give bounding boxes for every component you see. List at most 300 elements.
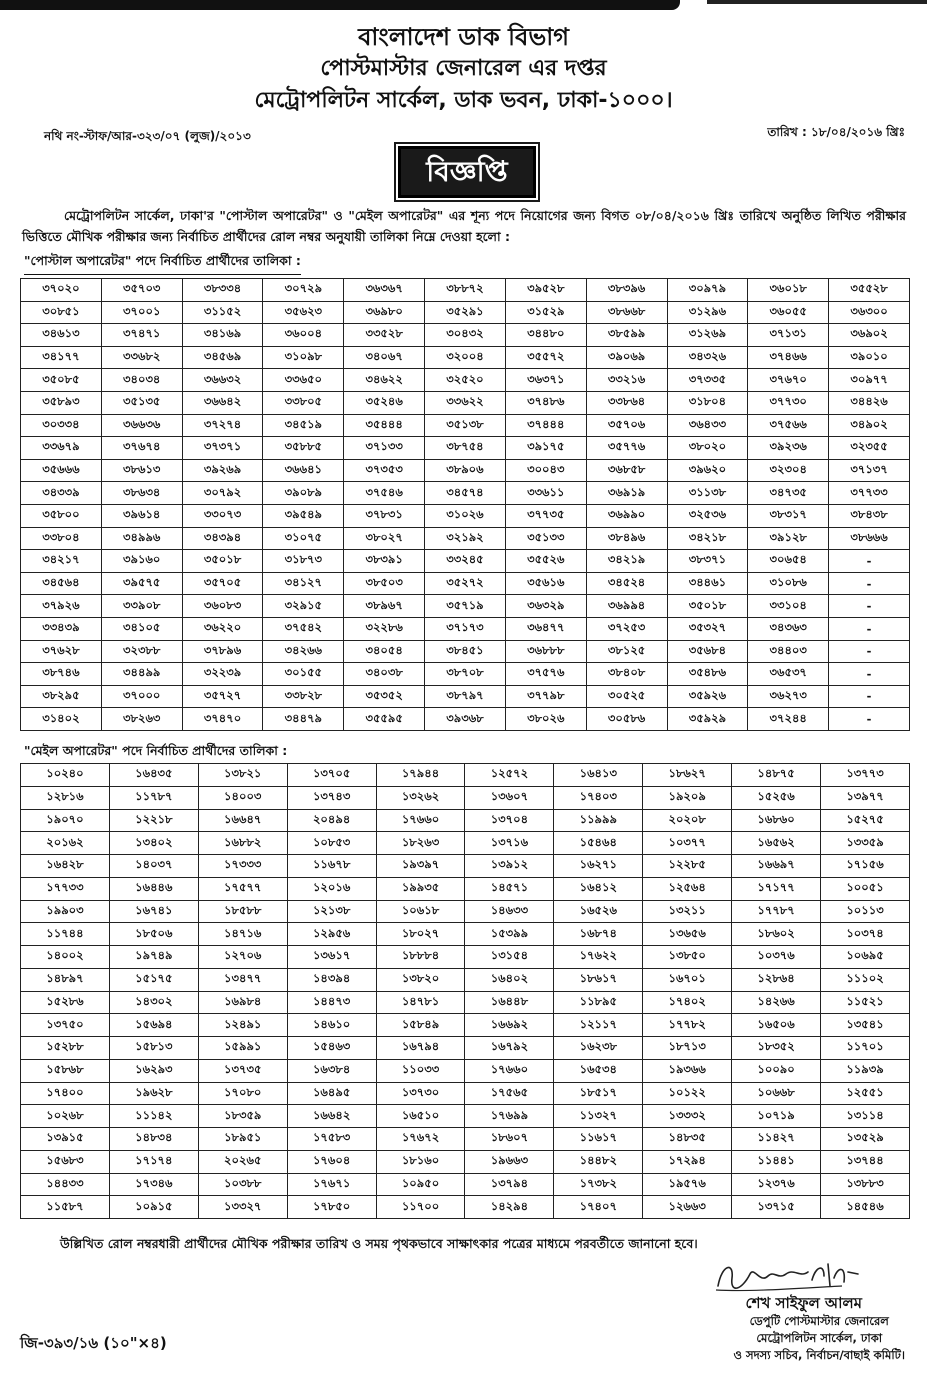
roll-number-cell: ৩৫৯২৬ — [667, 685, 748, 708]
roll-number-cell: ১১৯৩৯ — [821, 1059, 910, 1082]
roll-number-cell: ৩৪২১৯ — [586, 550, 667, 573]
roll-number-cell: ১৩৭০৫ — [287, 764, 376, 787]
roll-number-cell: ৩৩৬১১ — [505, 482, 586, 505]
notice-title: বিজ্ঞপ্তি — [398, 146, 536, 198]
footnote: উল্লিখিত রোল নম্বরধারী প্রার্থীদের মৌখিক পরীক্ষার তারিখ ও সময় পৃথকভাবে সাক্ষাৎকার পত্রের মাধ্যমে পরবর্তীতে জানানো হবে। — [60, 1236, 698, 1251]
roll-number-cell: ১৬৬৪২ — [287, 1105, 376, 1128]
mail-operator-roll-table — [20, 763, 910, 1219]
roll-number-cell: ১১১৪২ — [109, 1105, 198, 1128]
roll-number-cell: ৩৮৬১৩ — [101, 459, 182, 482]
roll-number-cell: ১৪৭৮১ — [376, 991, 465, 1014]
roll-number-cell: ৩০৫৮৬ — [586, 708, 667, 731]
roll-number-cell: ৩৭৫৪৬ — [344, 482, 425, 505]
table-row — [21, 1082, 910, 1105]
roll-number-cell: ৩৯৬২০ — [667, 459, 748, 482]
roll-number-cell: ৩৪৫৬৯ — [182, 346, 263, 369]
roll-number-cell: ১৬৬৪৭ — [198, 809, 287, 832]
roll-number-cell: ৩৬৪৭৭ — [505, 617, 586, 640]
roll-number-cell: ৩৬৯৮০ — [344, 301, 425, 324]
roll-number-cell: ১৬৮৮২ — [198, 832, 287, 855]
roll-number-cell: ৩৭৭৩৩ — [829, 482, 910, 505]
roll-number-cell: ১৭৮৫০ — [287, 1196, 376, 1219]
roll-number-cell: ১২৩৭৬ — [732, 1173, 821, 1196]
roll-number-cell: ৩৪৪০৩ — [748, 640, 829, 663]
roll-number-cell: ৩৩৬৭৯ — [21, 437, 102, 460]
handwritten-signature — [712, 1256, 862, 1296]
roll-number-cell: ৩৫৫৭২ — [505, 346, 586, 369]
roll-number-cell: ৩১৫২৯ — [505, 301, 586, 324]
roll-number-cell: ১৪২৯৪ — [465, 1196, 554, 1219]
table-row — [21, 1059, 910, 1082]
roll-number-cell: ৩১৮৭৩ — [263, 550, 344, 573]
roll-number-cell: ৩৬৯৯০ — [586, 504, 667, 527]
roll-number-cell: ১২৫৭২ — [465, 764, 554, 787]
roll-number-cell: ৩১৮০৪ — [667, 391, 748, 414]
roll-number-cell: ৩৪৯০২ — [829, 414, 910, 437]
signatory-office: মেট্রোপলিটন সার্কেল, ঢাকা — [756, 1331, 883, 1345]
roll-number-cell: ৩৪২১৮ — [667, 527, 748, 550]
roll-number-cell: ৩৭৪৮৬ — [505, 391, 586, 414]
roll-number-cell: ৩৮৪০৮ — [586, 663, 667, 686]
roll-number-cell: ৩৫২৪৬ — [344, 391, 425, 414]
roll-number-cell: ৩৮৩৯১ — [344, 550, 425, 573]
roll-number-cell: ৩৩৬৫০ — [263, 369, 344, 392]
roll-number-cell: ৩৬৯০২ — [829, 324, 910, 347]
roll-number-cell: ৩৮৩৩৪ — [182, 279, 263, 302]
roll-number-cell: ১৬৭৯৪ — [376, 1037, 465, 1060]
roll-number-cell: ১৩৬৫৬ — [643, 923, 732, 946]
roll-number-cell: ১৩৩৫৯ — [821, 832, 910, 855]
roll-number-cell: ১৮৩৫৯ — [198, 1105, 287, 1128]
roll-number-cell: ১৩১১৪ — [821, 1105, 910, 1128]
roll-number-cell: ১৮৫০৬ — [109, 923, 198, 946]
roll-number-cell: ১৪৪৮২ — [554, 1150, 643, 1173]
roll-number-cell: ১২২১৮ — [109, 809, 198, 832]
roll-number-cell: ১৩৭৫০ — [21, 1014, 110, 1037]
roll-number-cell: ৩৭০২০ — [21, 279, 102, 302]
roll-number-cell: ১৫২৮৮ — [21, 1037, 110, 1060]
roll-number-cell: ১৬৪১২ — [554, 877, 643, 900]
roll-number-cell: ১০৩৭৬ — [732, 946, 821, 969]
roll-number-cell: ১৬৪২৮ — [21, 855, 110, 878]
roll-number-cell: ১২৫৫১ — [821, 1082, 910, 1105]
roll-number-cell: ৩৭৬৭৪ — [101, 437, 182, 460]
roll-number-cell: ১৫৬৮৩ — [21, 1150, 110, 1173]
roll-number-cell: ১৭৩৮২ — [554, 1173, 643, 1196]
roll-number-cell: ১৩৫৪১ — [821, 1014, 910, 1037]
roll-number-cell: ৩৬৫৩৭ — [748, 663, 829, 686]
roll-number-cell: ১৪৫৭১ — [465, 877, 554, 900]
roll-number-cell: ১৪৩০২ — [109, 991, 198, 1014]
roll-number-cell: ৩১২৯৬ — [667, 301, 748, 324]
roll-number-cell: ৩৪৭৩৫ — [748, 482, 829, 505]
roll-number-cell: ১৬৫০৬ — [732, 1014, 821, 1037]
roll-number-cell: ৩৫১৩৮ — [425, 414, 506, 437]
roll-number-cell: ১৩৬১৭ — [287, 946, 376, 969]
roll-number-cell: ১২৯৫৬ — [287, 923, 376, 946]
roll-number-cell: ৩৮৫৯৯ — [586, 324, 667, 347]
roll-number-cell: ১৮১৬০ — [376, 1150, 465, 1173]
roll-number-cell: - — [829, 640, 910, 663]
mail-operator-list-title: "মেইল অপারেটর" পদে নির্বাচিত প্রার্থীদের তালিকা : — [24, 743, 288, 758]
roll-number-cell: ৩৮২৯৫ — [21, 685, 102, 708]
roll-number-cell: ১৩৭১৬ — [465, 832, 554, 855]
roll-number-cell: - — [829, 663, 910, 686]
roll-number-cell: - — [829, 550, 910, 573]
roll-number-cell: ১২৭০৬ — [198, 946, 287, 969]
roll-number-cell: ৩৭৩৫৩ — [344, 459, 425, 482]
roll-number-cell: ৩৯৫২৮ — [505, 279, 586, 302]
roll-number-cell: ৩৮৪৯৬ — [586, 527, 667, 550]
roll-number-cell: ১৭২৯৪ — [643, 1150, 732, 1173]
roll-number-cell: ৩৭৫৬৬ — [748, 414, 829, 437]
roll-number-cell: ১৯৬৬৩ — [465, 1150, 554, 1173]
roll-number-cell: ৩১০৮৬ — [748, 572, 829, 595]
roll-number-cell: ৩৮৬৩৪ — [101, 482, 182, 505]
roll-number-cell: ৩৪৯৯৬ — [101, 527, 182, 550]
roll-number-cell: ৩০৮৫১ — [21, 301, 102, 324]
roll-number-cell: ৩৪১০৫ — [101, 617, 182, 640]
roll-number-cell: ৩৮৩১৭ — [748, 504, 829, 527]
roll-number-cell: ৩৪৪৯৯ — [101, 663, 182, 686]
roll-number-cell: ১১০৩৩ — [376, 1059, 465, 1082]
roll-number-cell: ১৯৭৪৯ — [109, 946, 198, 969]
roll-number-cell: ৩৮০২৬ — [505, 708, 586, 731]
roll-number-cell: ৩৬২৭৩ — [748, 685, 829, 708]
roll-number-cell: ৩৪১২৭ — [263, 572, 344, 595]
roll-number-cell: ১০১১৩ — [821, 900, 910, 923]
roll-number-cell: ১৫৬৯৪ — [109, 1014, 198, 1037]
roll-number-cell: ১৪০০২ — [21, 946, 110, 969]
roll-number-cell: ৩৫৫৯৫ — [344, 708, 425, 731]
roll-number-cell: ১০৯৫০ — [376, 1173, 465, 1196]
office-name: পোস্টমাস্টার জেনারেল এর দপ্তর — [320, 56, 607, 81]
roll-number-cell: ১০২৪০ — [21, 764, 110, 787]
roll-number-cell: ১৪৮৩৫ — [643, 1128, 732, 1151]
roll-number-cell: ১৫৪৬৪ — [554, 832, 643, 855]
table-row — [21, 900, 910, 923]
roll-number-cell: ১৯০৭০ — [21, 809, 110, 832]
roll-number-cell: ৩৯৫৪৯ — [263, 504, 344, 527]
roll-number-cell: ৩৯২৩৬ — [748, 437, 829, 460]
roll-number-cell: ১৩২৬২ — [376, 786, 465, 809]
roll-number-cell: ১৭৭৩৩ — [21, 877, 110, 900]
table-row — [21, 832, 910, 855]
department-name: বাংলাদেশ ডাক বিভাগ — [358, 23, 569, 51]
roll-number-cell: ১৫৯৯১ — [198, 1037, 287, 1060]
roll-number-cell: ১৩৭৩০ — [376, 1082, 465, 1105]
roll-number-cell: ১২৮৬৪ — [732, 968, 821, 991]
roll-number-cell: ১০১২২ — [643, 1082, 732, 1105]
roll-number-cell: ১৬৪৪৮ — [465, 991, 554, 1014]
roll-number-cell: ৩৫১৩৩ — [505, 527, 586, 550]
roll-number-cell: ৩৫০১৮ — [182, 550, 263, 573]
roll-number-cell: ৩৩৪৩৯ — [21, 617, 102, 640]
table-row — [21, 1150, 910, 1173]
roll-number-cell: ১৭৩৪৬ — [109, 1173, 198, 1196]
roll-number-cell: ৩৭১৩১ — [748, 324, 829, 347]
roll-number-cell: ১৮৬০২ — [732, 923, 821, 946]
roll-number-cell: ৩৬০১৮ — [748, 279, 829, 302]
roll-number-cell: ৩৭১৩৩ — [344, 437, 425, 460]
roll-number-cell: ১৭৫৭৭ — [198, 877, 287, 900]
print-reference: জি-৩৯৩/১৬ (১০"×৪) — [20, 1334, 167, 1352]
roll-number-cell: ১১৪২৭ — [732, 1128, 821, 1151]
roll-number-cell: ১৬৪৪৬ — [109, 877, 198, 900]
roll-number-cell: ৩৫৩২৭ — [667, 617, 748, 640]
roll-number-cell: ৩৪০৫৪ — [344, 640, 425, 663]
roll-number-cell: ১৭৭৮৭ — [732, 900, 821, 923]
table-row — [21, 809, 910, 832]
roll-number-cell: ১৬৪০২ — [465, 968, 554, 991]
roll-number-cell: ৩১১৩৮ — [667, 482, 748, 505]
roll-number-cell: ৩৯০১০ — [829, 346, 910, 369]
roll-number-cell: ১১৪৪১ — [732, 1150, 821, 1173]
roll-number-cell: ১৭১৭৭ — [732, 877, 821, 900]
table-row — [21, 1014, 910, 1037]
table-row — [21, 1196, 910, 1219]
roll-number-cell: ১৮২৬৩ — [376, 832, 465, 855]
roll-number-cell: ১৬৫২৬ — [554, 900, 643, 923]
roll-number-cell: ১৭৬৬০ — [465, 1059, 554, 1082]
roll-number-cell: ৩৪৬২২ — [344, 369, 425, 392]
roll-number-cell: ৩৫৬৮৪ — [667, 640, 748, 663]
roll-number-cell: ১৬৭৯২ — [465, 1037, 554, 1060]
roll-number-cell: ১৯৫৭৬ — [643, 1173, 732, 1196]
roll-number-cell: ১৩৭৪৪ — [821, 1150, 910, 1173]
roll-number-cell: ৩৩৮০৫ — [263, 391, 344, 414]
roll-number-cell: ১২৫৬৪ — [643, 877, 732, 900]
roll-number-cell: - — [829, 572, 910, 595]
roll-number-cell: ১৭৪০৭ — [554, 1196, 643, 1219]
roll-number-cell: ১০৬৬৮ — [732, 1082, 821, 1105]
roll-number-cell: ১১৭৮৭ — [109, 786, 198, 809]
roll-number-cell: ৩৮৫০৩ — [344, 572, 425, 595]
roll-number-cell: ১৯৩৬৬ — [643, 1059, 732, 1082]
roll-number-cell: ৩৫৫২৬ — [505, 550, 586, 573]
roll-number-cell: ১১৭০০ — [376, 1196, 465, 1219]
roll-number-cell: ১৭১৫৬ — [821, 855, 910, 878]
table-row — [21, 550, 910, 573]
roll-number-cell: ৩৯১৬০ — [101, 550, 182, 573]
roll-number-cell: ৩০০৪৩ — [505, 459, 586, 482]
roll-number-cell: ৩৮৬৬৬ — [829, 527, 910, 550]
roll-number-cell: ৩৮৯৬৭ — [344, 595, 425, 618]
roll-number-cell: ১৭০৮০ — [198, 1082, 287, 1105]
roll-number-cell: ১৭৩৩৩ — [198, 855, 287, 878]
roll-number-cell: ৩৮৮৭২ — [425, 279, 506, 302]
roll-number-cell: ১৪৮৩৪ — [109, 1128, 198, 1151]
postal-operator-roll-table — [20, 278, 910, 731]
roll-number-cell: ১২৬৬৩ — [643, 1196, 732, 1219]
roll-number-cell: ১৪৬৩৩ — [465, 900, 554, 923]
table-row — [21, 572, 910, 595]
roll-number-cell: ৩৭১৭৩ — [425, 617, 506, 640]
roll-number-cell: ১১১০২ — [821, 968, 910, 991]
roll-number-cell: ৩৫৭০৬ — [586, 414, 667, 437]
roll-number-cell: ১৪২৬৬ — [732, 991, 821, 1014]
roll-number-cell: ১৩৯১৫ — [21, 1128, 110, 1151]
roll-number-cell: ১১৫৮৭ — [21, 1196, 110, 1219]
table-row — [21, 923, 910, 946]
roll-number-cell: ১০৮৫৩ — [287, 832, 376, 855]
roll-number-cell: ১৩৮৫০ — [643, 946, 732, 969]
roll-number-cell: ১৮৯৫১ — [198, 1128, 287, 1151]
roll-number-cell: ৩৩৯০৮ — [101, 595, 182, 618]
table-row — [21, 369, 910, 392]
roll-number-cell: ৩৮০২০ — [667, 437, 748, 460]
roll-number-cell: ৩৭৪৭১ — [101, 324, 182, 347]
roll-number-cell: ৩৬৮৫৮ — [586, 459, 667, 482]
roll-number-cell: ৩৯০৬৯ — [586, 346, 667, 369]
roll-number-cell: ১৭৫৬৫ — [465, 1082, 554, 1105]
roll-number-cell: ১২৪৯১ — [198, 1014, 287, 1037]
table-row — [21, 946, 910, 969]
roll-number-cell: ১৩৩২৭ — [198, 1196, 287, 1219]
roll-number-cell: ৩১৪০২ — [21, 708, 102, 731]
roll-number-cell: ৩৪৫৬৪ — [21, 572, 102, 595]
roll-number-cell: ৩১০২৬ — [425, 504, 506, 527]
table-row — [21, 640, 910, 663]
roll-number-cell: ৩২৩৫৫ — [829, 437, 910, 460]
roll-number-cell: ১১৫২১ — [821, 991, 910, 1014]
signatory-name: শেখ সাইফুল আলম — [745, 1294, 862, 1312]
roll-number-cell: ৩০৯৭৯ — [667, 279, 748, 302]
roll-number-cell: ১২০১৬ — [287, 877, 376, 900]
roll-number-cell: ৩৭৬৭০ — [748, 369, 829, 392]
office-address: মেট্রোপলিটন সার্কেল, ডাক ভবন, ঢাকা-১০০০। — [254, 88, 673, 113]
table-row — [21, 301, 910, 324]
roll-number-cell: ৩৮৩৭১ — [667, 550, 748, 573]
roll-number-cell: ৩২২৩৯ — [182, 663, 263, 686]
roll-number-cell: ৩৫৪৪৪ — [344, 414, 425, 437]
roll-number-cell: ১৩৭০৪ — [465, 809, 554, 832]
top-border-bar — [0, 0, 680, 10]
roll-number-cell: ৩৪৩২৬ — [667, 346, 748, 369]
roll-number-cell: ১৩৮২১ — [198, 764, 287, 787]
roll-number-cell: ৩৮২৬৩ — [101, 708, 182, 731]
roll-number-cell: ৩৮৭৫৪ — [425, 437, 506, 460]
table-row — [21, 991, 910, 1014]
table-row — [21, 324, 910, 347]
roll-number-cell: ১০৬৯৫ — [821, 946, 910, 969]
roll-number-cell: ৩৫৮০০ — [21, 504, 102, 527]
roll-number-cell: ৩৯৬১৪ — [101, 504, 182, 527]
roll-number-cell: ৩৪০৩৪ — [101, 369, 182, 392]
roll-number-cell: ১১৭০১ — [821, 1037, 910, 1060]
roll-number-cell: ৩৭৭৩০ — [748, 391, 829, 414]
signatory-block — [734, 1313, 905, 1364]
roll-number-cell: ১৫৮৬৮ — [21, 1059, 110, 1082]
roll-number-cell: ৩৪৪৮০ — [505, 324, 586, 347]
roll-number-cell: ৩৩৬২২ — [425, 391, 506, 414]
roll-number-cell: ১৫৮১৩ — [109, 1037, 198, 1060]
roll-number-cell: ১১৬১৭ — [554, 1128, 643, 1151]
roll-number-cell: ৩৯৫৭৫ — [101, 572, 182, 595]
roll-number-cell: ১৮৩৫২ — [732, 1037, 821, 1060]
table-row — [21, 708, 910, 731]
roll-number-cell: ৩৬৬৩৬ — [101, 414, 182, 437]
roll-number-cell: ১৬৪৯৫ — [287, 1082, 376, 1105]
roll-number-cell: ৩৫৯২৯ — [667, 708, 748, 731]
roll-number-cell: ১৮৬২৭ — [643, 764, 732, 787]
roll-number-cell: ১০২৬৮ — [21, 1105, 110, 1128]
roll-number-cell: ১৮৫৮৮ — [198, 900, 287, 923]
roll-number-cell: ১৭৬৬০ — [376, 809, 465, 832]
roll-number-cell: ১৩৭৪৩ — [287, 786, 376, 809]
roll-number-cell: ৩৫০৮৫ — [21, 369, 102, 392]
table-row — [21, 786, 910, 809]
roll-number-cell: ৩১০৭৫ — [263, 527, 344, 550]
roll-number-cell: ৩৭৭৯৮ — [505, 685, 586, 708]
roll-number-cell: ৩৫৭০৩ — [101, 279, 182, 302]
roll-number-cell: ৩৩৮৬৪ — [586, 391, 667, 414]
roll-number-cell: ৩৩৬৮২ — [101, 346, 182, 369]
intro-paragraph: মেট্রোপলিটন সার্কেল, ঢাকা'র "পোস্টাল অপারেটর" ও "মেইল অপারেটর" এর শূন্য পদে নিয়োগের জন্য বিগত ০৮/০৪/২০১৬ খ্রিঃ তারিখে অনুষ্ঠিত লিখিত পরীক্ষার ভিত্তিতে মৌখিক পরীক্ষার জন্য নির্বাচিত প্রার্থীদের রোল নম্বর অনুযায়ী তালিকা নিম্নে দেওয়া হলো : — [22, 208, 906, 244]
roll-number-cell: ৩৬০০৪ — [263, 324, 344, 347]
table-row — [21, 391, 910, 414]
roll-number-cell: ১৪৫৪৬ — [821, 1196, 910, 1219]
roll-number-cell: ৩৮৭৯৭ — [425, 685, 506, 708]
roll-number-cell: ২০২০৮ — [643, 809, 732, 832]
roll-number-cell: ৩৬০৫৫ — [748, 301, 829, 324]
roll-number-cell: ১২২৮৫ — [643, 855, 732, 878]
roll-number-cell: ১৩৭১৫ — [732, 1196, 821, 1219]
roll-number-cell: ৩৮০২৭ — [344, 527, 425, 550]
roll-number-cell: ৩৮৯০৬ — [425, 459, 506, 482]
roll-number-cell: ৩০৪৩২ — [425, 324, 506, 347]
top-right-border-bar — [707, 0, 927, 4]
roll-number-cell: ১৪৪৩৩ — [21, 1173, 110, 1196]
roll-number-cell: ১৩৮২০ — [376, 968, 465, 991]
roll-number-cell: ১৭৪০৩ — [554, 786, 643, 809]
roll-number-cell: ৩৭৫৪২ — [263, 617, 344, 640]
roll-number-cell: ৩৬৮৮৮ — [505, 640, 586, 663]
roll-number-cell: ৩৪৪৭৯ — [263, 708, 344, 731]
roll-number-cell: ৩৭০০১ — [101, 301, 182, 324]
table-row — [21, 1037, 910, 1060]
roll-number-cell: ১৭৬০৪ — [287, 1150, 376, 1173]
table-row — [21, 1105, 910, 1128]
roll-number-cell: ৩৪৫২৪ — [586, 572, 667, 595]
roll-number-cell: ১৬২৩৮ — [554, 1037, 643, 1060]
roll-number-cell: ১৫১৭৫ — [109, 968, 198, 991]
roll-number-cell: ৩৪৪২৬ — [829, 391, 910, 414]
roll-number-cell: ২০৪৯৪ — [287, 809, 376, 832]
roll-number-cell: ৩৪৫১৯ — [263, 414, 344, 437]
roll-number-cell: ৩২০০৪ — [425, 346, 506, 369]
roll-number-cell: ৩৯২৬৯ — [182, 459, 263, 482]
roll-number-cell: ৩৪১৭৭ — [21, 346, 102, 369]
roll-number-cell: ১২৮১৬ — [21, 786, 110, 809]
roll-number-cell: ১৭৫৮৩ — [287, 1128, 376, 1151]
roll-number-cell: ৩৭৬২৮ — [21, 640, 102, 663]
table-row — [21, 617, 910, 640]
roll-number-cell: ১৮৮৮৪ — [376, 946, 465, 969]
roll-number-cell: ৩৭৮৯৬ — [182, 640, 263, 663]
table-row — [21, 414, 910, 437]
roll-number-cell: ১৪৭১৬ — [198, 923, 287, 946]
roll-number-cell: ৩৬৩৭১ — [505, 369, 586, 392]
roll-number-cell: ৩৬৯৯৪ — [586, 595, 667, 618]
roll-number-cell: ১২১৩৮ — [287, 900, 376, 923]
roll-number-cell: ৩৭২৭৪ — [182, 414, 263, 437]
roll-number-cell: ৩০৩৩৪ — [21, 414, 102, 437]
roll-number-cell: ১৯৬২৮ — [109, 1082, 198, 1105]
roll-number-cell: - — [829, 685, 910, 708]
roll-number-cell: ৩৪৫৭৪ — [425, 482, 506, 505]
table-row — [21, 527, 910, 550]
